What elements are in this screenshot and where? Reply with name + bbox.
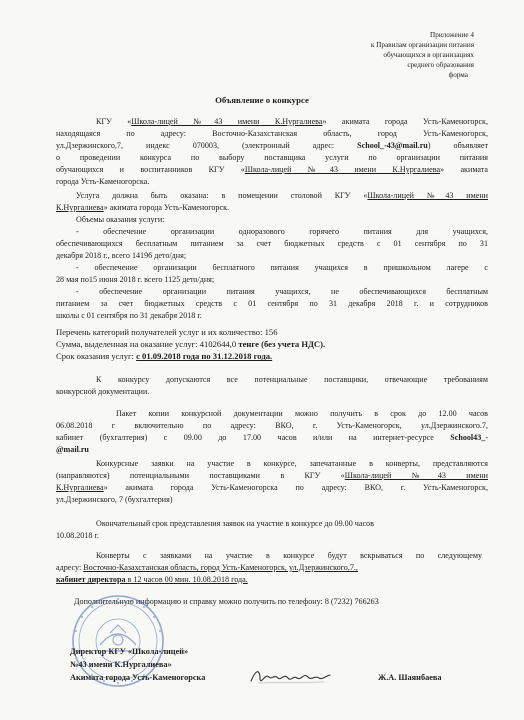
appendix-line-5: форма bbox=[448, 71, 468, 79]
handwritten-signature bbox=[248, 663, 332, 689]
volumes-line-8: школы с 01 сентября по 31 декабря 2018 г. bbox=[56, 311, 202, 320]
signatory-name: Ж.А. Шаянбаева bbox=[378, 673, 442, 682]
sum-line: Сумма, выделенная на оказание услуг: 4102644,0 тенге (без учета НДС). bbox=[56, 339, 326, 349]
bids-line-3: К.Нургалиева» акимата города Усть-Каменогорска по адресу: ВКО, г. Усть-Каменогорск, bbox=[56, 483, 488, 492]
volumes-line-3: декабря 2018 г., всего 14196 дето/дня; bbox=[56, 251, 187, 260]
signature-line-3: Акимата города Усть-Каменогорска bbox=[70, 673, 206, 682]
p1-line-4: о проведении конкурса по выбору поставщика услуги по организации питания bbox=[56, 153, 488, 162]
p2-line-2: К.Нургалиева» акимата города Усть-Каменогорск. bbox=[56, 203, 230, 212]
admit-line-1: К конкурсу допускаются все потенциальные поставщики, отвечающие требованиям bbox=[96, 375, 488, 384]
bids-line-4: ул.Дзержинского, 7 (бухгалтерия) bbox=[56, 495, 173, 504]
bids-line-2: (направляются) потенциальными поставщиками в КГУ «Школа-лицей №43 имени bbox=[56, 471, 488, 480]
p2-line-1: Услуга должна быть оказана: в помещении столовой КГУ «Школа-лицей №43 имени bbox=[76, 191, 488, 200]
signature-line-2: №43 имени К.Нургалиева» bbox=[70, 660, 172, 669]
p1-line-6: города Усть-Каменогорска. bbox=[56, 177, 150, 186]
categories-line: Перечень категорий получателей услуг и их количество: 156 bbox=[56, 327, 278, 337]
p1-line-1: КГУ «Школа-лицей №43 имени К.Нургалиева» акимата города Усть-Каменогорск, bbox=[96, 117, 488, 126]
volumes-line-6: - обеспечение организации питания учащихся, не обеспечивающихся бесплатным bbox=[76, 287, 488, 296]
term-line: Срок оказания услуг: с 01.09.2018 года по 31.12.2018 года. bbox=[56, 351, 273, 361]
volumes-line-7: питанием за счет бюджетных средств с 01 сентября по 31 декабря 2018 г. и сотрудников bbox=[56, 299, 488, 308]
envelopes-line-2: адресу: Восточно-Казахстанская область, город Усть-Каменогорск, ул.Дзержинского,7., bbox=[56, 563, 358, 572]
bids-line-1: Конкурсные заявки на участие в конкурсе, запечатанные в конверты, представляются bbox=[96, 459, 488, 468]
p1-line-2: находящаяся по адресу: Восточно-Казахстанская область, город Усть-Каменогорск, bbox=[56, 129, 488, 138]
volumes-line-4: - обеспечение организации бесплатного питания учащихся в пришкольном лагере с bbox=[76, 263, 488, 272]
appendix-line-1: Приложение 4 bbox=[430, 31, 474, 39]
deadline-line-2: 10.08.2018 г. bbox=[56, 531, 99, 540]
package-line-1: Пакет копии конкурсной документации можно получить в срок до 12.00 часов bbox=[116, 409, 488, 418]
volumes-line-1: - обеспечение организации одноразового горячего питания для учащихся, bbox=[76, 227, 488, 236]
p1-line-5: обучающихся и воспитанников КГУ «Школа-лицей №43 имени К.Нургалиева» акимата bbox=[56, 165, 488, 174]
appendix-line-2: к Правилам организации питания bbox=[370, 41, 474, 49]
package-line-3: кабинет (бухгалтерия) с 09.00 до 17.00 часов и/или на интернет-ресурсе School43_- bbox=[56, 433, 488, 442]
signature-line-1: Директор КГУ «Школа-лицей» bbox=[70, 647, 189, 656]
appendix-line-3: обучающихся в организациях bbox=[383, 51, 474, 59]
p1-line-3: ул.Дзержинского,7, индекс 070003, (электронный адрес: School_-43@mail.ru) объявляет bbox=[56, 141, 488, 150]
volumes-line-5: 28 мая по15 июня 2018 г. всего 1125 дето/дня; bbox=[56, 275, 215, 284]
envelopes-line-3: кабинет директора в 12 часов 00 мин. 10.08.2018 года. bbox=[56, 575, 248, 584]
document-title: Объявление о конкурсе bbox=[215, 95, 309, 105]
deadline-line-1: Окончательный срок представления заявок на участие в конкурсе до 09.00 часов bbox=[96, 519, 374, 528]
package-line-4: @mail.ru bbox=[56, 445, 89, 454]
admit-line-2: конкурсной документации. bbox=[56, 387, 150, 396]
volumes-heading: Объемы оказания услуги: bbox=[76, 215, 165, 224]
package-line-2: 06.08.2018 г включительно по адресу: ВКО, г. Усть-Каменогорск, ул.Дзержинского.7, bbox=[56, 421, 488, 430]
envelopes-line-1: Конверты с заявками на участие в конкурсе будут вскрываться по следующему bbox=[96, 551, 482, 560]
volumes-line-2: обеспечивающихся бесплатным питанием за счет бюджетных средств с 01 сентября по 31 bbox=[56, 239, 488, 248]
appendix-line-4: среднего образования bbox=[407, 61, 474, 69]
info-line: Дополнительную информацию и справку можно получить по телефону: 8 (7232) 766263 bbox=[74, 597, 379, 606]
